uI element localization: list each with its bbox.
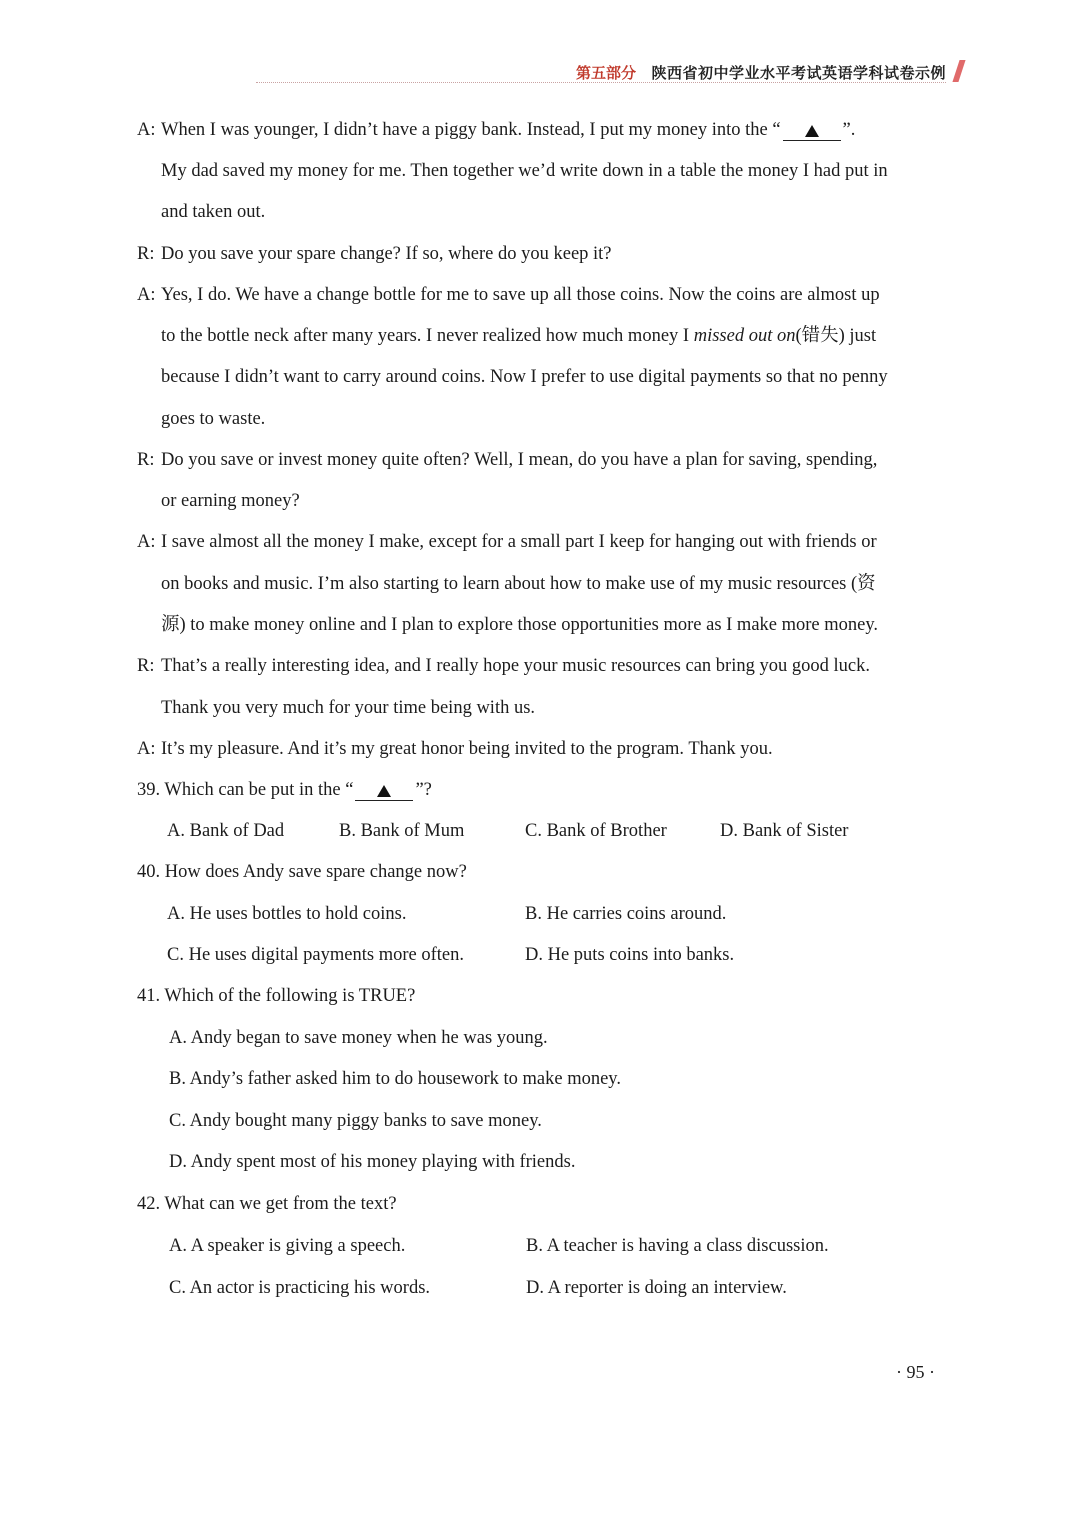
option-b[interactable]: B. He carries coins around.	[525, 904, 727, 924]
speaker-label: A:	[137, 285, 156, 305]
option-c[interactable]: C. An actor is practicing his words.	[169, 1278, 431, 1298]
page-number: · 95 ·	[896, 1362, 935, 1382]
italic-phrase: missed out on	[693, 326, 796, 346]
dialogue-line: because I didn’t want to carry around coins. Now I prefer to use digital payments so that no penny	[161, 367, 888, 387]
option-c[interactable]: C. He uses digital payments more often.	[167, 945, 464, 965]
dialogue-line: Do you save your spare change? If so, where do you keep it?	[161, 244, 612, 264]
dialogue-line: or earning money?	[161, 491, 300, 511]
triangle-icon	[804, 124, 820, 138]
dialogue-line: and taken out.	[161, 202, 266, 222]
dialogue-line: Do you save or invest money quite often? Well, I mean, do you have a plan for saving, spending,	[161, 450, 878, 470]
question-stem: 41. Which of the following is TRUE?	[137, 986, 416, 1006]
question-stem: 40. How does Andy save spare change now?	[137, 862, 467, 882]
option-a[interactable]: A. Andy began to save money when he was young.	[169, 1028, 548, 1048]
dialogue-line: That’s a really interesting idea, and I really hope your music resources can bring you good luck.	[161, 656, 870, 676]
option-b[interactable]: B. Andy’s father asked him to do housework to make money.	[169, 1069, 621, 1089]
answer-blank	[355, 780, 413, 801]
dialogue-line: My dad saved my money for me. Then together we’d write down in a table the money I had put in	[161, 161, 888, 181]
dialogue-line: It’s my pleasure. And it’s my great honor being invited to the program. Thank you.	[161, 739, 773, 759]
dialogue-line: When I was younger, I didn’t have a piggy bank. Instead, I put my money into the “ ”.	[161, 120, 856, 140]
speaker-label: R:	[137, 656, 155, 676]
option-a[interactable]: A. He uses bottles to hold coins.	[167, 904, 407, 924]
option-d[interactable]: D. Bank of Sister	[720, 821, 849, 841]
option-a[interactable]: A. Bank of Dad	[167, 821, 285, 841]
question-stem: 39. Which can be put in the “ ”?	[137, 780, 432, 800]
dialogue-line: on books and music. I’m also starting to learn about how to make use of my music resources (资	[161, 574, 876, 594]
option-d[interactable]: D. Andy spent most of his money playing with friends.	[169, 1152, 576, 1172]
speaker-label: A:	[137, 120, 156, 140]
speaker-label: R:	[137, 450, 155, 470]
option-b[interactable]: B. A teacher is having a class discussion.	[526, 1236, 829, 1256]
header-title: 陕西省初中学业水平考试英语学科试卷示例	[651, 64, 946, 82]
answer-blank	[783, 120, 841, 141]
option-d[interactable]: D. He puts coins into banks.	[525, 945, 735, 965]
triangle-icon	[376, 784, 392, 798]
dialogue-line: I save almost all the money I make, except for a small part I keep for hanging out with friends or	[161, 532, 877, 552]
speaker-label: A:	[137, 532, 156, 552]
option-c[interactable]: C. Bank of Brother	[525, 821, 667, 841]
speaker-label: R:	[137, 244, 155, 264]
question-stem: 42. What can we get from the text?	[137, 1194, 397, 1214]
option-a[interactable]: A. A speaker is giving a speech.	[169, 1236, 406, 1256]
dialogue-line: to the bottle neck after many years. I never realized how much money I missed out on(错失) just	[161, 326, 877, 346]
dialogue-line: Yes, I do. We have a change bottle for me to save up all those coins. Now the coins are almost up	[161, 285, 880, 305]
option-d[interactable]: D. A reporter is doing an interview.	[526, 1278, 787, 1298]
option-b[interactable]: B. Bank of Mum	[339, 821, 465, 841]
dialogue-line: Thank you very much for your time being with us.	[161, 698, 536, 718]
dialogue-line: 源) to make money online and I plan to explore those opportunities more as I make more money.	[161, 615, 879, 635]
option-c[interactable]: C. Andy bought many piggy banks to save money.	[169, 1111, 542, 1131]
dialogue-line: goes to waste.	[161, 409, 266, 429]
speaker-label: A:	[137, 739, 156, 759]
section-label: 第五部分	[575, 64, 636, 82]
